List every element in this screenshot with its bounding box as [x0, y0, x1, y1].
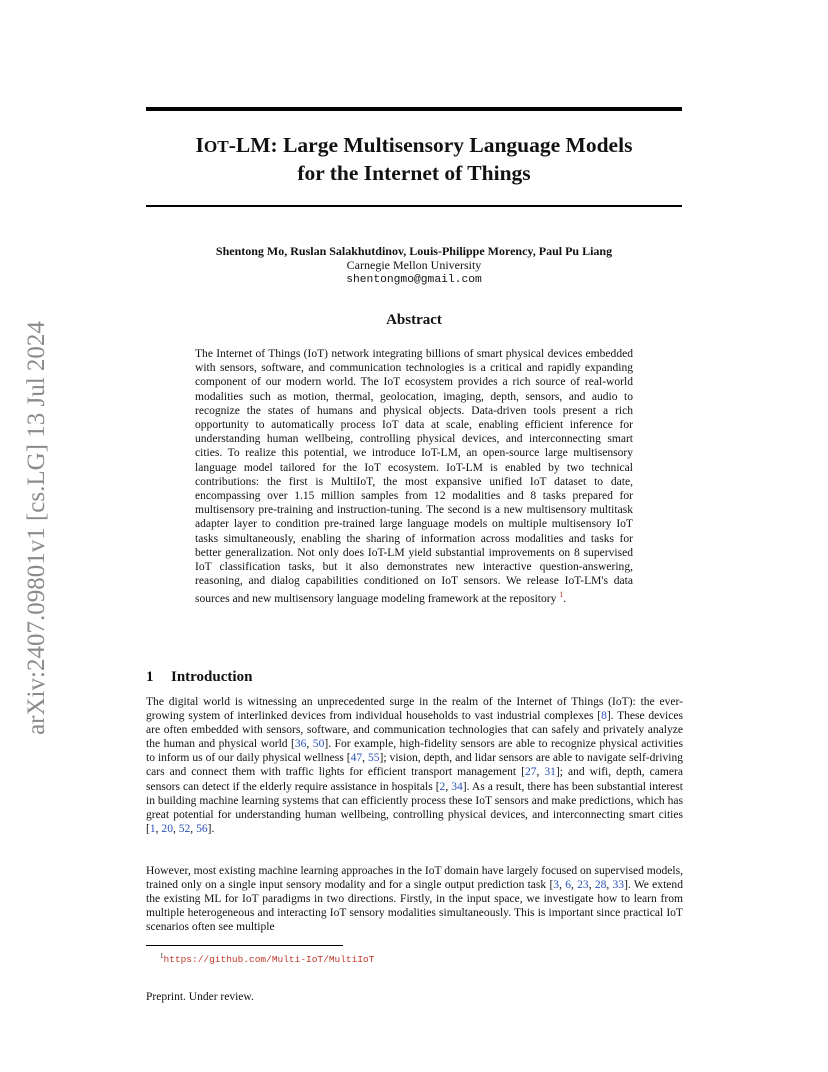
citation-link[interactable]: 23 [577, 879, 589, 892]
title-line-1 [196, 133, 633, 157]
citation-link[interactable]: 20 [161, 822, 173, 835]
citation-link[interactable]: 1 [149, 822, 156, 835]
paragraph-text: However, most existing machine learning approaches in the IoT domain have largely focused on supervised models, trained only on a single input sensory modality and for a single output prediction task [ [146, 865, 683, 892]
citation-link[interactable]: 52 [178, 822, 191, 835]
title-initial: I [195, 133, 204, 157]
paragraph-text: The digital world is witnessing an unprecedented surge in the realm of the Internet of Things (IoT): the ever-growing system of interlinked devices from individual households to vast industrial complexes [ [146, 696, 683, 723]
section-number: 1 [146, 669, 154, 685]
author-names: Shentong Mo, Ruslan Salakhutdinov, Louis-Philippe Morency, Paul Pu Liang [215, 244, 613, 258]
citation-link[interactable]: 33 [612, 879, 625, 892]
section-title: Introduction [171, 669, 253, 685]
citation-link[interactable]: 56 [196, 822, 208, 835]
title-smallcaps: OT [203, 137, 229, 156]
paragraph-text: , [445, 780, 452, 793]
paragraph-text: ]. These devices are often embedded with sensors, software, and communication technologies that can safely and privately analyze the human and physical world [ [146, 710, 683, 751]
intro-paragraph-2 [146, 864, 683, 934]
paragraph-text: , [559, 879, 566, 892]
paragraph-text: ]. For example, high-fidelity sensors are able to recognize physical activities to inform us of our daily physical wellness [ [146, 738, 683, 765]
footnote-url-link[interactable]: https://github.com/Multi-IoT/MultiIoT [163, 954, 375, 965]
paragraph-text: , [362, 752, 368, 765]
footnote-marker[interactable]: 1 [559, 590, 564, 600]
footnote [160, 950, 374, 966]
paragraph-text: ]. [207, 822, 215, 835]
citation-link[interactable]: 50 [312, 738, 325, 751]
citation-link[interactable]: 2 [439, 780, 446, 793]
citation-link[interactable]: 28 [594, 879, 607, 892]
paragraph-text: ]. We extend the existing ML for IoT paradigms in two directions. Firstly, in the input space, we investigate how to learn from multiple heterogeneous and interacting IoT sensory modalities simultaneously. This is important since practical IoT scenarios often see multiple [146, 879, 683, 934]
paragraph-text: , [306, 738, 313, 751]
paragraph-text: , [155, 822, 162, 835]
citation-link[interactable]: 8 [601, 710, 607, 723]
title-top-rule [146, 107, 682, 111]
author-email[interactable]: shentongmo@gmail.com [346, 273, 482, 286]
arxiv-identifier-stamp [12, 296, 62, 760]
footnote-number: 1 [160, 952, 164, 960]
intro-paragraph-1 [146, 695, 683, 836]
paragraph-text: , [190, 822, 197, 835]
paragraph-text: ]; and wifi, depth, camera sensors can detect if the elderly require assistance in hospitals [ [146, 766, 684, 793]
abstract-heading: Abstract [386, 312, 442, 328]
abstract-end: . [563, 593, 567, 606]
arxiv-stamp-text: arXiv:2407.09801v1 [cs.LG] 13 Jul 2024 [23, 321, 50, 735]
title-rest: -LM: Large Multisensory Language Models [228, 133, 633, 157]
paper-title [146, 132, 682, 187]
author-block [146, 244, 682, 287]
preprint-notice: Preprint. Under review. [146, 991, 254, 1003]
paragraph-text: , [536, 766, 545, 779]
citation-link[interactable]: 34 [451, 780, 463, 793]
citation-link[interactable]: 55 [367, 752, 380, 765]
paragraph-text: , [571, 879, 578, 892]
abstract-body: The Internet of Things (IoT) network integrating billions of smart physical devices embedded with sensors, software, and communication technologies is a critical and rapidly expanding component of our modern world. The IoT ecosystem provides a rich source of real-world modalities such as motion, thermal, geolocation, imaging, depth, sensors, and audio to recognize the states of humans and physical objects. Data-driven tools present a rich opportunity to automatically process IoT data at scale, enabling efficient inference for understanding human wellbeing, controlling physical devices, and interconnecting smart cities. To realize this potential, we introduce IoT-LM, an open-source large multisensory language model tailored for the IoT ecosystem. IoT-LM is enabled by two technical contributions: the first is MultiIoT, the most expansive unified IoT dataset to date, encompassing over 1.15 million samples from 12 modalities and 8 tasks prepared for multisensory pre-training and instruction-tuning. The second is a new multisensory multitask adapter layer to condition pre-trained large language models on multiple multisensory IoT tasks simultaneously, enabling the sharing of information across modalities and tasks for better generalization. Not only does IoT-LM yield substantial improvements on 8 supervised IoT classification tasks, but it also demonstrates new interactive question-answering, reasoning, and dialog capabilities conditioned on IoT sensors. We release IoT-LM's data sources and new multisensory language modeling framework at the repository [195, 348, 633, 606]
citation-link[interactable]: 27 [524, 766, 537, 779]
paragraph-text: ]; vision, depth, and lidar sensors are able to navigate self-driving cars and connect them with traffic lights for efficient transport management [ [146, 752, 683, 779]
author-affiliation: Carnegie Mellon University [346, 258, 482, 273]
paragraph-text: , [172, 822, 179, 835]
citation-link[interactable]: 3 [553, 879, 560, 892]
citation-link[interactable]: 36 [294, 738, 307, 751]
citation-link[interactable]: 31 [544, 766, 556, 779]
paragraph-text: ]. As a result, there has been substantial interest in building machine learning systems that can efficiently process these IoT sensors and make predictions, which has great potential for understanding human wellbeing, controlling physical devices, and interconnecting smart cities [ [146, 780, 683, 835]
section-heading-introduction [146, 668, 682, 686]
paragraph-text: , [588, 879, 595, 892]
paragraph-text: , [606, 879, 613, 892]
title-bottom-rule [146, 205, 682, 207]
citation-link[interactable]: 6 [565, 879, 571, 892]
footnote-rule [146, 945, 343, 946]
abstract-text [195, 347, 633, 607]
citation-link[interactable]: 47 [350, 752, 363, 765]
title-line-2: for the Internet of Things [297, 161, 531, 185]
